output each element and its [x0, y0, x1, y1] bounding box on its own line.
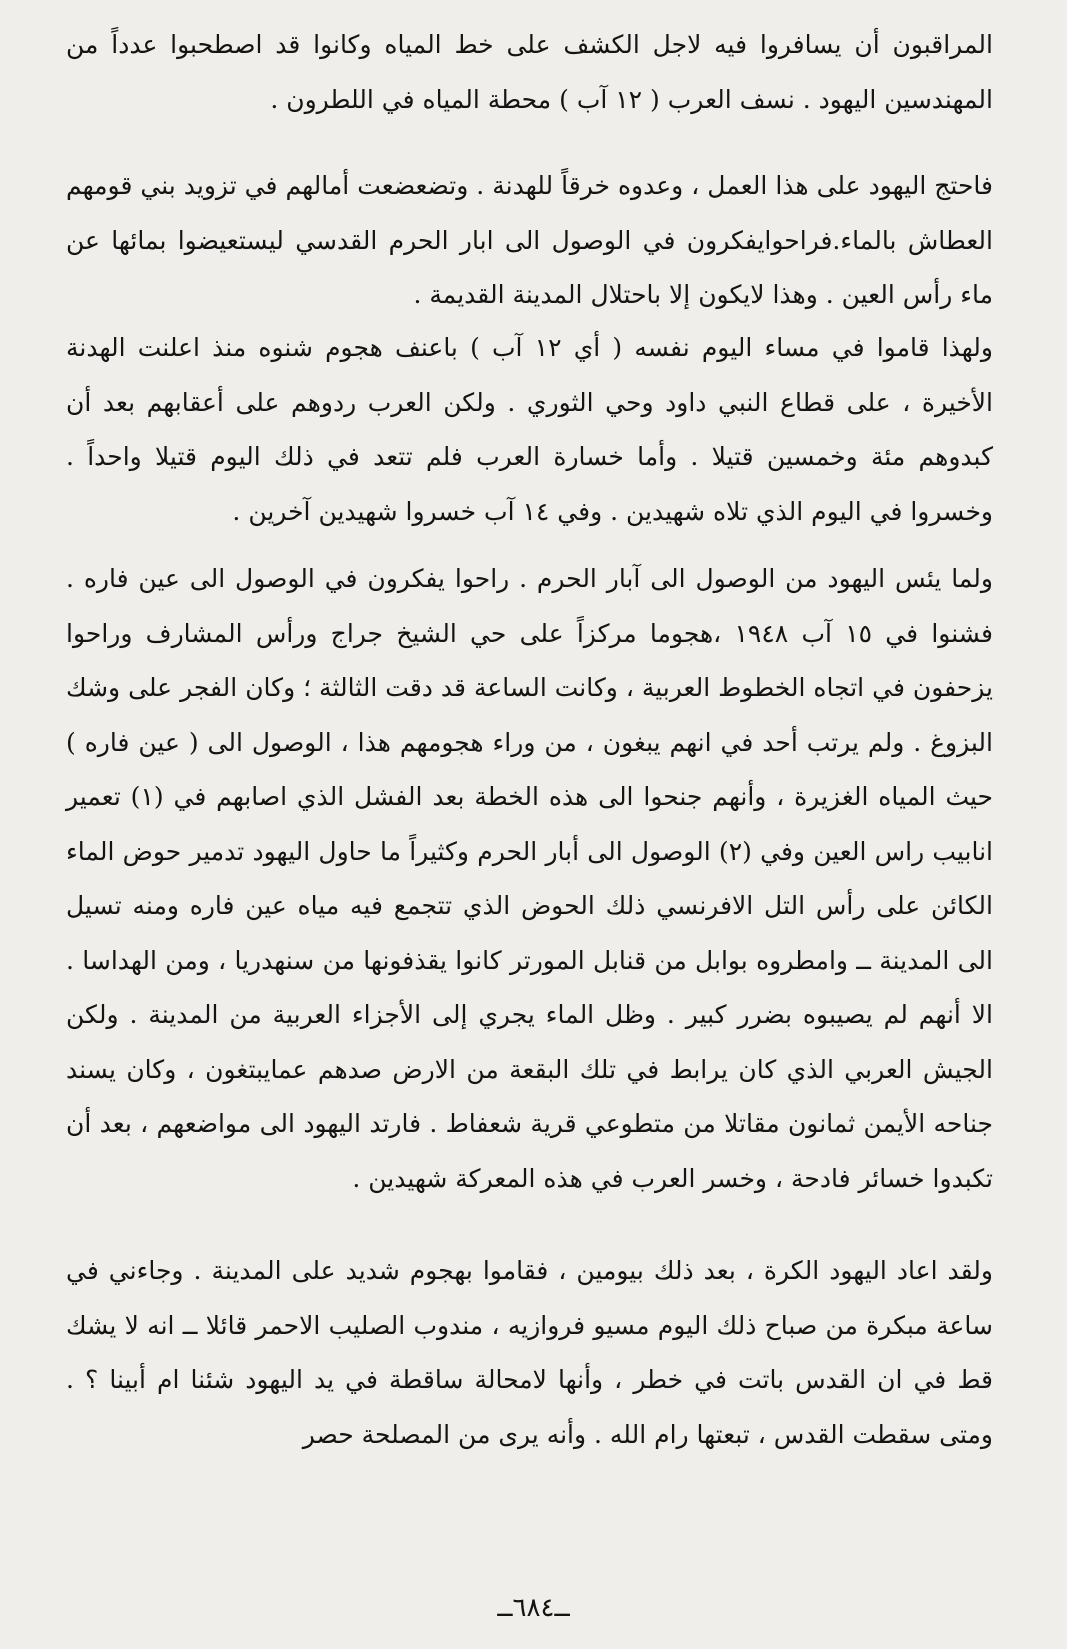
paragraph-2: فاحتج اليهود على هذا العمل ، وعدوه خرقاً للهدنة . وتضعضعت أمالهم في تزويد بني قومهم العطاش بالماء.فراحوايفكرون في الوصول الى ابار الحرم القدسي ليستعيضوا بمائها عن ماء رأس العين . وهذا لايكون إلا باحتلال المدينة القديمة . — [66, 171, 993, 309]
page-number: ــ٦٨٤ــ — [497, 1593, 570, 1623]
paragraph-4: ولما يئس اليهود من الوصول الى آبار الحرم . راحوا يفكرون في الوصول الى عين فاره . فشنوا في ١٥ آب ١٩٤٨ ،هجوما مركزاً على حي الشيخ جراج ورأس المشارف وراحوا يزحفون في اتجاه الخطوط العربية ، وكانت الساعة قد دقت الثالثة ؛ وكان الفجر على وشك البزوغ . ولم يرتب أحد في انهم يبغون ، من وراء هجومهم هذا ، الوصول الى ( عين فاره ) حيث المياه الغزيرة ، وأنهم جنحوا الى هذه الخطة بعد الفشل الذي اصابهم في (١) تعمير انابيب راس العين وفي (٢) الوصول الى أبار الحرم وكثيراً ما حاول اليهود تدمير حوض الماء الكائن على رأس التل الافرنسي ذلك الحوض الذي تتجمع فيه مياه عين فاره ومنه تسيل الى المدينة ــ وامطروه بوابل من قنابل المورتر كانوا يقذفونها من سنهدريا ، ومن الهداسا . الا أنهم لم يصيبوه بضرر كبير . وظل الماء يجري إلى الأجزاء العربية من المدينة . ولكن الجيش العربي الذي كان يرابط في تلك البقعة من الارض صدهم عمايبتغون ، وكان يسند جناحه الأيمن ثمانون مقاتلا من متطوعي قرية شعفاط . فارتد اليهود الى مواضعهم ، بعد أن تكبدوا خسائر فادحة ، وخسر العرب في هذه المعركة شهيدين . — [66, 564, 994, 1193]
paragraph-1: المراقبون أن يسافروا فيه لاجل الكشف على خط المياه وكانوا قد اصطحبوا عدداً من المهندسين اليهود . نسف العرب ( ١٢ آب ) محطة المياه في اللطرون . — [66, 30, 993, 114]
paragraph-3: ولهذا قاموا في مساء اليوم نفسه ( أي ١٢ آب ) باعنف هجوم شنوه منذ اعلنت الهدنة الأخيرة ، على قطاع النبي داود وحي الثوري . ولكن العرب ردوهم على أعقابهم بعد أن كبدوهم مئة وخمسين قتيلا . وأما خسارة العرب فلم تتعد في ذلك اليوم قتيلا واحداً . وخسروا في اليوم الذي تلاه شهيدين . وفي ١٤ آب خسروا شهيدين آخرين . — [66, 333, 993, 526]
paragraph-5: ولقد اعاد اليهود الكرة ، بعد ذلك بيومين ، فقاموا بهجوم شديد على المدينة . وجاءني في ساعة مبكرة من صباح ذلك اليوم مسيو فروازيه ، مندوب الصليب الاحمر قائلا ــ انه لا يشك قط في ان القدس باتت في خطر ، وأنها لامحالة ساقطة في يد اليهود شئنا ام أبينا ؟ . ومتى سقطت القدس ، تبعتها رام الله . وأنه يرى من المصلحة حصر — [66, 1256, 993, 1449]
